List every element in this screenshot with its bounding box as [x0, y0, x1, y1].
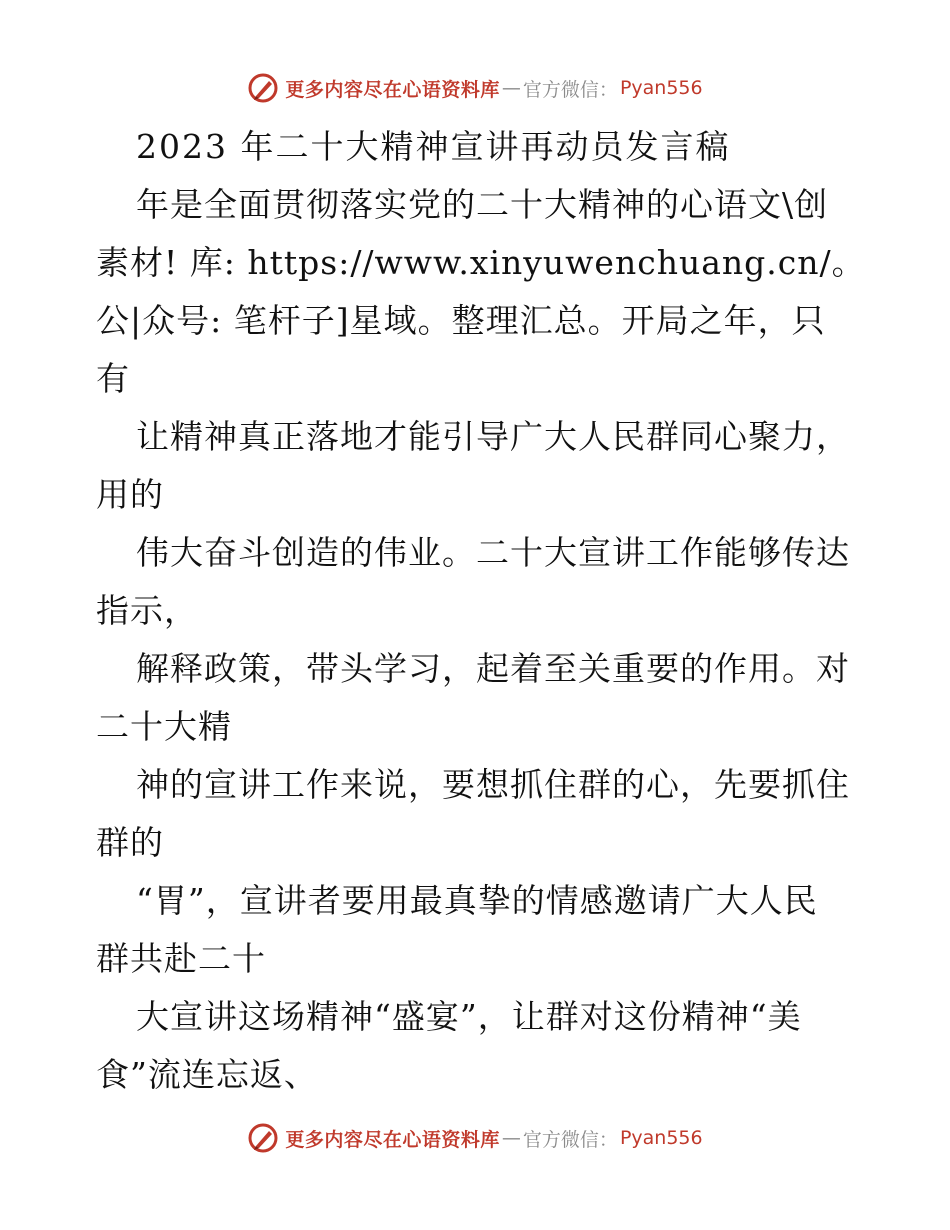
paragraph-line: 年是全面贯彻落实党的二十大精神的心语文\创: [136, 185, 829, 224]
document-body: [96, 118, 866, 1104]
quill-logo-icon: [247, 72, 279, 104]
paragraph-line: 指示，: [96, 591, 198, 630]
paragraph-line: 群的: [96, 823, 164, 862]
paragraph-line: 群共赴二十: [96, 939, 266, 978]
paragraph-line: 伟大奋斗创造的伟业。二十大宣讲工作能够传达: [136, 533, 850, 572]
quill-logo-icon: [247, 1122, 279, 1154]
footer-banner: [0, 1120, 950, 1156]
paragraph-line: 解释政策，带头学习，起着至关重要的作用。对: [136, 649, 850, 688]
banner-main-text: 更多内容尽在心语资料库: [285, 1128, 500, 1151]
paragraph-line: 用的: [96, 475, 164, 514]
banner-wechat-id: Pyan556: [619, 1127, 703, 1149]
document-title: 2023 年二十大精神宣讲再动员发言稿: [136, 127, 731, 166]
banner-wechat-label: 官方微信：: [522, 1128, 618, 1151]
paragraph-line: 神的宣讲工作来说，要想抓住群的心，先要抓住: [136, 765, 850, 804]
banner-wechat-label: 官方微信：: [522, 78, 618, 101]
header-banner: [0, 70, 950, 106]
banner-separator: —: [501, 1127, 521, 1149]
paragraph-line: 大宣讲这场精神“盛宴”，让群对这份精神“美: [136, 997, 802, 1036]
paragraph-line: 食”流连忘返、: [96, 1055, 318, 1094]
paragraph-line: 二十大精: [96, 707, 232, 746]
paragraph-lines: [96, 176, 866, 1104]
banner-separator: —: [501, 77, 521, 99]
paragraph-line: 素材! 库: https://www.xinyuwenchuang.cn/。: [96, 243, 866, 282]
paragraph-line: “胃”，宣讲者要用最真挚的情感邀请广大人民: [136, 881, 818, 920]
paragraph-line: 有: [96, 359, 130, 398]
paragraph-line: 让精神真正落地才能引导广大人民群同心聚力，: [136, 417, 850, 456]
banner-wechat-id: Pyan556: [619, 77, 703, 99]
banner-main-text: 更多内容尽在心语资料库: [285, 78, 500, 101]
paragraph-line: 公|众号: 笔杆子]星域。整理汇总。开局之年，只: [96, 301, 826, 340]
